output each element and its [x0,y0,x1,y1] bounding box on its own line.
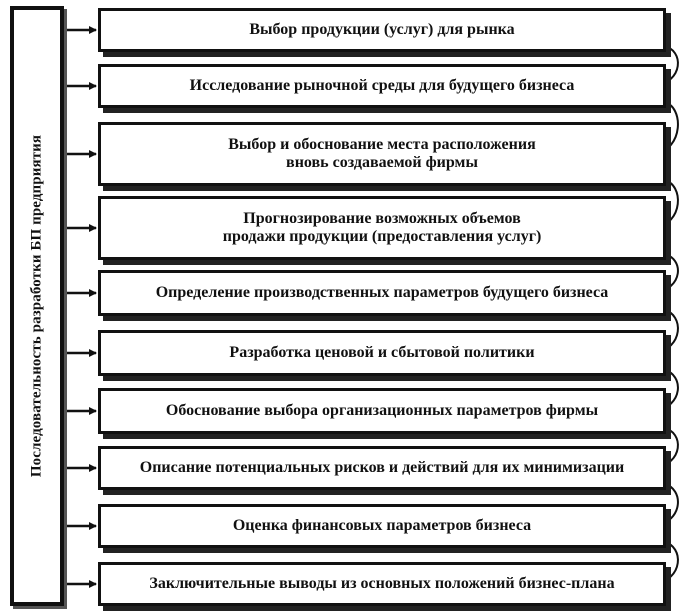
sequence-side-label: Последовательность разработки БП предприятия [28,134,45,478]
step-box-4 [98,196,666,260]
step-box-7 [98,388,666,434]
step-box-3 [98,122,666,186]
step-label-8: Описание потенциальных рисков и действий для их минимизации [139,459,625,477]
step-label-9: Оценка финансовых параметров бизнеса [232,517,532,535]
step-box-2 [98,64,666,108]
step-label-10: Заключительные выводы из основных положений бизнес-плана [149,575,615,593]
step-box-8 [98,446,666,490]
step-label-6: Разработка ценовой и сбытовой политики [229,344,535,362]
step-box-6 [98,330,666,376]
step-label-4: Прогнозирование возможных объемов продажи продукции (предоставления услуг) [222,210,542,245]
sequence-side-box [10,6,64,606]
left-connectors [66,30,96,584]
step-box-1 [98,8,666,52]
step-box-9 [98,504,666,548]
step-box-5 [98,270,666,316]
step-label-5: Определение производственных параметров будущего бизнеса [155,284,609,302]
step-box-10 [98,562,666,606]
step-label-1: Выбор продукции (услуг) для рынка [249,21,515,39]
step-label-2: Исследование рыночной среды для будущего бизнеса [189,77,575,95]
step-label-3: Выбор и обоснование места расположения вновь создаваемой фирмы [228,136,536,171]
step-label-7: Обоснование выбора организационных параметров фирмы [165,402,599,420]
